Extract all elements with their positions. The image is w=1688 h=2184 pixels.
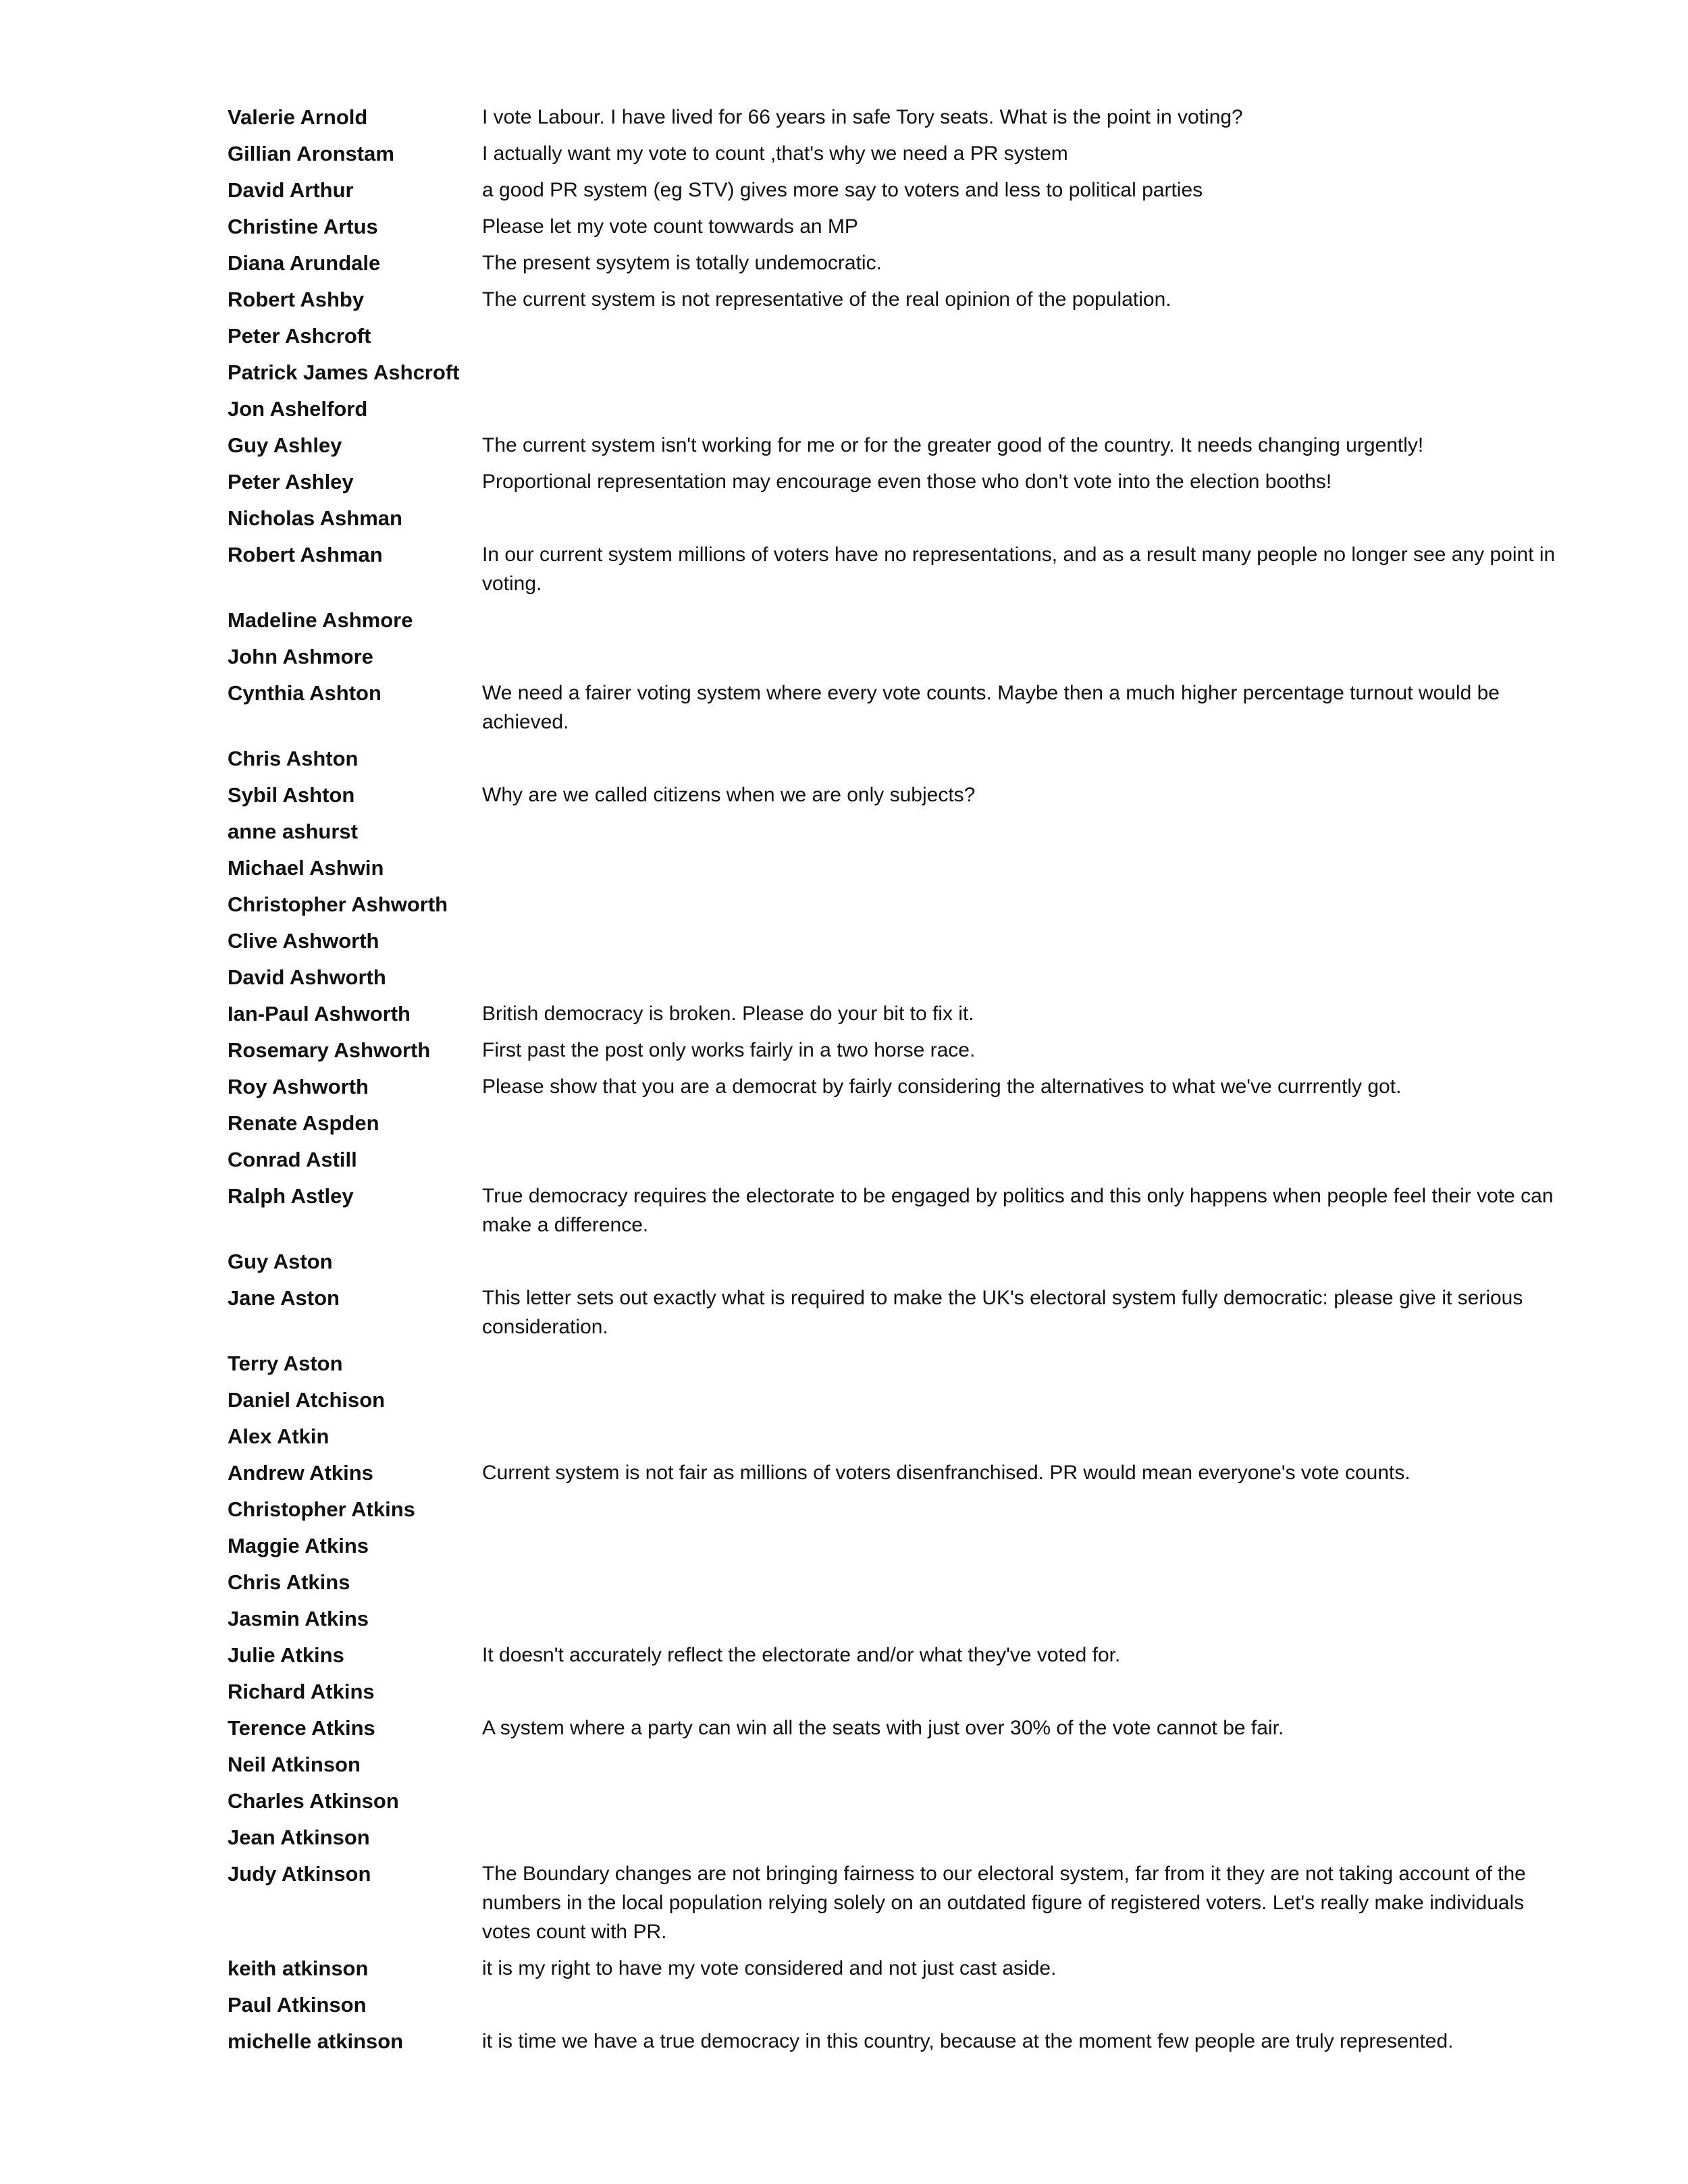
entry-comment	[482, 1568, 1558, 1604]
entry-name: Peter Ashley	[228, 470, 354, 494]
entry-row	[228, 1495, 1558, 1531]
entry-row	[228, 678, 1558, 744]
entry-comment: a good PR system (eg STV) gives more say to voters and less to political parties	[482, 179, 1203, 201]
entry-comment	[482, 1823, 1558, 1859]
entry-name: Paul Atkinson	[228, 1993, 367, 2017]
entry-name: Jasmin Atkins	[228, 1607, 369, 1630]
entry-row	[228, 321, 1558, 358]
entry-comment	[482, 1604, 1558, 1641]
entry-name: Daniel Atchison	[228, 1388, 386, 1412]
entry-comment	[482, 606, 1558, 642]
entry-comment: British democracy is broken. Please do your bit to fix it.	[482, 1003, 974, 1025]
entry-row	[228, 963, 1558, 999]
entry-row	[228, 1283, 1558, 1349]
entry-comment: The current system is not representative of the real opinion of the population.	[482, 288, 1171, 311]
entry-row	[228, 431, 1558, 467]
entry-comment: it is time we have a true democracy in this country, because at the moment few people are truly represented.	[482, 2030, 1454, 2052]
entry-comment: The current system isn't working for me or for the greater good of the country. It needs changing urgently!	[482, 434, 1424, 456]
entry-name: Guy Ashley	[228, 433, 342, 457]
entry-name: Ian-Paul Ashworth	[228, 1002, 411, 1026]
entry-row	[228, 1750, 1558, 1786]
entry-name: Ralph Astley	[228, 1184, 354, 1208]
entry-name: Madeline Ashmore	[228, 608, 413, 632]
entry-name: Richard Atkins	[228, 1680, 375, 1703]
entry-comment	[482, 642, 1558, 678]
entry-comment	[482, 1786, 1558, 1823]
entry-comment	[482, 1349, 1558, 1385]
entry-comment: We need a fairer voting system where every vote counts. Maybe then a much higher percentage turnout would be achieved.	[482, 682, 1500, 733]
entry-comment: In our current system millions of voters have no representations, and as a result many people no longer see any point in voting.	[482, 543, 1556, 595]
entry-comment: True democracy requires the electorate to be engaged by politics and this only happens when people feel their vote can make a difference.	[482, 1185, 1554, 1236]
entry-row	[228, 103, 1558, 139]
entry-comment: Why are we called citizens when we are only subjects?	[482, 784, 976, 806]
entry-row	[228, 285, 1558, 321]
entry-row	[228, 642, 1558, 678]
entry-comment	[482, 926, 1558, 963]
entry-row	[228, 1990, 1558, 2027]
entry-comment	[482, 890, 1558, 926]
entry-name: Terence Atkins	[228, 1716, 375, 1740]
entry-name: Julie Atkins	[228, 1643, 344, 1667]
entry-row	[228, 1677, 1558, 1713]
entry-comment	[482, 1385, 1558, 1422]
entry-comment: The present sysytem is totally undemocratic.	[482, 252, 882, 274]
entry-name: Patrick James Ashcroft	[228, 361, 460, 384]
entry-comment: The Boundary changes are not bringing fairness to our electoral system, far from it they are not taking account of the numbers in the local population relying solely on an outdated figure of registered voters. Let's really make individuals votes count with PR.	[482, 1863, 1526, 1943]
entry-row	[228, 999, 1558, 1036]
entry-comment	[482, 853, 1558, 890]
entry-row	[228, 1181, 1558, 1247]
entry-comment: I vote Labour. I have lived for 66 years in safe Tory seats. What is the point in voting?	[482, 106, 1243, 128]
entry-name: Conrad Astill	[228, 1148, 357, 1171]
entry-row	[228, 1531, 1558, 1568]
entry-name: keith atkinson	[228, 1956, 369, 1980]
entry-name: Renate Aspden	[228, 1111, 379, 1135]
entry-row	[228, 248, 1558, 285]
entry-row	[228, 1247, 1558, 1283]
entry-name: John Ashmore	[228, 645, 373, 668]
entry-row	[228, 1823, 1558, 1859]
entry-name: Charles Atkinson	[228, 1789, 399, 1813]
entry-name: Chris Atkins	[228, 1570, 350, 1594]
entry-row	[228, 1954, 1558, 1990]
entry-comment: Please show that you are a democrat by fairly considering the alternatives to what we've currrently got.	[482, 1075, 1402, 1098]
entry-row	[228, 1458, 1558, 1495]
entry-name: anne ashurst	[228, 820, 358, 843]
entry-name: Jean Atkinson	[228, 1826, 370, 1849]
entry-comment: Proportional representation may encourage even those who don't vote into the election booths!	[482, 471, 1332, 493]
entry-row	[228, 1786, 1558, 1823]
entry-row	[228, 1604, 1558, 1641]
entry-name: michelle atkinson	[228, 2029, 404, 2053]
entry-row	[228, 467, 1558, 504]
entry-row	[228, 2027, 1558, 2063]
entry-name: Sybil Ashton	[228, 783, 355, 807]
entry-comment	[482, 963, 1558, 999]
entry-comment: This letter sets out exactly what is required to make the UK's electoral system fully democratic: please give it serious consideration.	[482, 1287, 1523, 1338]
entry-name: Clive Ashworth	[228, 929, 379, 953]
entry-row	[228, 890, 1558, 926]
entry-row	[228, 1145, 1558, 1181]
entry-comment: A system where a party can win all the seats with just over 30% of the vote cannot be fair.	[482, 1717, 1284, 1739]
entry-name: Neil Atkinson	[228, 1753, 361, 1776]
entry-comment: Please let my vote count towwards an MP	[482, 215, 858, 238]
entry-row	[228, 1422, 1558, 1458]
entry-row	[228, 1109, 1558, 1145]
entry-row	[228, 1568, 1558, 1604]
entry-name: Terry Aston	[228, 1352, 343, 1375]
entry-name: Diana Arundale	[228, 251, 381, 275]
entry-comment: Current system is not fair as millions of voters disenfranchised. PR would mean everyone's vote counts.	[482, 1462, 1410, 1484]
entry-comment	[482, 1145, 1558, 1181]
entry-name: Chris Ashton	[228, 747, 359, 770]
entry-name: Robert Ashby	[228, 288, 365, 311]
entry-comment	[482, 1750, 1558, 1786]
entry-row	[228, 744, 1558, 780]
entry-row	[228, 176, 1558, 212]
entry-comment	[482, 1247, 1558, 1283]
entry-row	[228, 606, 1558, 642]
entry-name: Christopher Ashworth	[228, 893, 448, 916]
entries-list	[228, 103, 1558, 2063]
entry-row	[228, 1385, 1558, 1422]
entry-row	[228, 926, 1558, 963]
entry-comment: I actually want my vote to count ,that's why we need a PR system	[482, 142, 1068, 165]
entry-row	[228, 1036, 1558, 1072]
entry-name: Gillian Aronstam	[228, 142, 394, 165]
entry-name: Robert Ashman	[228, 543, 383, 566]
entry-row	[228, 1072, 1558, 1109]
entry-comment	[482, 1109, 1558, 1145]
entry-comment: First past the post only works fairly in a two horse race.	[482, 1039, 976, 1061]
entry-comment	[482, 744, 1558, 780]
entry-name: David Arthur	[228, 178, 354, 202]
entry-name: Andrew Atkins	[228, 1461, 373, 1485]
entry-row	[228, 139, 1558, 176]
entry-name: Roy Ashworth	[228, 1075, 369, 1098]
entry-name: David Ashworth	[228, 965, 386, 989]
entry-row	[228, 1641, 1558, 1677]
entry-comment	[482, 504, 1558, 540]
entry-name: Maggie Atkins	[228, 1534, 369, 1557]
entry-comment	[482, 358, 1558, 394]
entry-row	[228, 1713, 1558, 1750]
entry-comment: It doesn't accurately reflect the electorate and/or what they've voted for.	[482, 1644, 1121, 1666]
entry-comment	[482, 1422, 1558, 1458]
entry-name: Cynthia Ashton	[228, 681, 381, 705]
entry-row	[228, 394, 1558, 431]
entry-name: Nicholas Ashman	[228, 506, 402, 530]
entry-row	[228, 212, 1558, 248]
entry-comment	[482, 1495, 1558, 1531]
entry-row	[228, 540, 1558, 606]
entry-name: Jon Ashelford	[228, 397, 368, 421]
entry-comment	[482, 1677, 1558, 1713]
entry-name: Judy Atkinson	[228, 1862, 371, 1886]
entry-name: Michael Ashwin	[228, 856, 384, 880]
entry-name: Christopher Atkins	[228, 1497, 415, 1521]
entry-comment	[482, 394, 1558, 431]
entry-name: Valerie Arnold	[228, 105, 368, 129]
entry-name: Rosemary Ashworth	[228, 1038, 431, 1062]
entry-comment: it is my right to have my vote considered and not just cast aside.	[482, 1957, 1057, 1979]
entry-row	[228, 780, 1558, 817]
entry-comment	[482, 817, 1558, 853]
entry-row	[228, 817, 1558, 853]
entry-row	[228, 853, 1558, 890]
entry-row	[228, 1859, 1558, 1954]
entry-comment	[482, 1990, 1558, 2027]
entry-name: Alex Atkin	[228, 1424, 329, 1448]
entry-row	[228, 1349, 1558, 1385]
entry-name: Guy Aston	[228, 1250, 333, 1273]
entry-name: Jane Aston	[228, 1286, 340, 1310]
entry-row	[228, 504, 1558, 540]
entry-comment	[482, 321, 1558, 358]
entry-row	[228, 358, 1558, 394]
entry-comment	[482, 1531, 1558, 1568]
entry-name: Christine Artus	[228, 215, 378, 238]
entry-name: Peter Ashcroft	[228, 324, 371, 348]
